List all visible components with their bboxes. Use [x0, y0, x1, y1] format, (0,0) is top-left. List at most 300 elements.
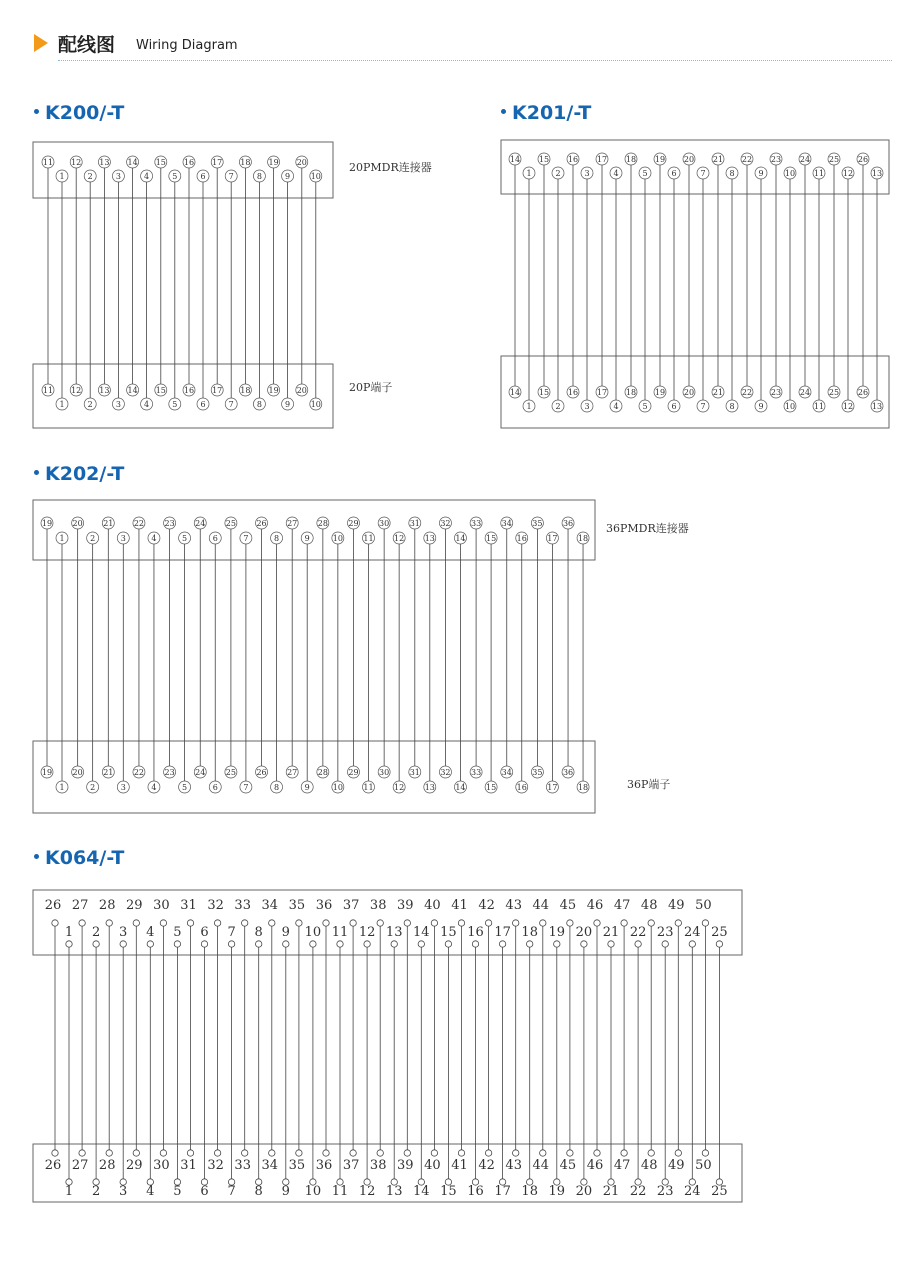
pin-number: 38 — [369, 898, 387, 913]
pin-circle — [214, 1150, 220, 1156]
pin-number: 9 — [281, 1184, 290, 1199]
pin-number: 29 — [348, 519, 359, 528]
pin-number: 17 — [596, 155, 608, 164]
pin-number: 7 — [227, 925, 236, 940]
pin-number: 20 — [72, 519, 83, 528]
pin-number: 7 — [228, 172, 234, 181]
pin-number: 1 — [59, 172, 65, 181]
pin-circle — [404, 1150, 410, 1156]
pin-number: 48 — [640, 1158, 658, 1173]
pin-circle — [594, 920, 600, 926]
pin-number: 21 — [602, 925, 620, 940]
pin-number: 21 — [712, 155, 724, 164]
pin-number: 8 — [274, 534, 280, 543]
pin-number: 29 — [126, 898, 143, 913]
pin-circle — [689, 941, 695, 947]
pin-number: 32 — [440, 768, 451, 777]
pin-circle — [621, 920, 627, 926]
pin-number: 13 — [424, 783, 435, 792]
pin-number: 10 — [310, 400, 321, 409]
pin-number: 20 — [683, 155, 695, 164]
pin-circle — [391, 941, 397, 947]
pin-number: 47 — [613, 1158, 631, 1173]
pin-number: 8 — [254, 1184, 263, 1199]
pin-number: 25 — [828, 388, 840, 397]
pin-number: 20 — [296, 158, 307, 167]
pin-number: 23 — [656, 1184, 674, 1199]
pin-number: 20 — [575, 1184, 593, 1199]
pin-number: 15 — [486, 783, 497, 792]
pin-number: 10 — [310, 172, 321, 181]
pin-circle — [174, 941, 180, 947]
pin-circle — [499, 941, 505, 947]
pin-circle — [635, 941, 641, 947]
pin-number: 39 — [397, 898, 414, 913]
pin-number: 7 — [700, 169, 706, 178]
pin-number: 29 — [126, 1158, 143, 1173]
pin-circle — [201, 941, 207, 947]
pin-circle — [350, 920, 356, 926]
pin-number: 15 — [538, 388, 550, 397]
pin-number: 42 — [478, 898, 495, 913]
connector-box-top — [33, 500, 595, 560]
pin-number: 36 — [315, 1158, 333, 1173]
pin-number: 14 — [509, 388, 521, 397]
pin-number: 27 — [287, 519, 298, 528]
pin-circle — [567, 920, 573, 926]
terminal-label: 20P端子 — [349, 381, 393, 394]
pin-number: 3 — [584, 169, 590, 178]
pin-number: 26 — [44, 898, 62, 913]
pin-circle — [147, 941, 153, 947]
pin-number: 18 — [577, 534, 589, 543]
pin-number: 36 — [562, 519, 574, 528]
pin-number: 21 — [103, 768, 114, 777]
pin-circle — [513, 920, 519, 926]
pin-number: 14 — [413, 925, 430, 940]
pin-number: 3 — [120, 783, 126, 792]
pin-number: 12 — [842, 169, 854, 178]
pin-number: 17 — [494, 925, 511, 940]
pin-circle — [242, 920, 248, 926]
pin-number: 9 — [758, 169, 764, 178]
pin-number: 4 — [146, 1184, 155, 1199]
pin-number: 40 — [424, 898, 441, 913]
pin-number: 23 — [656, 925, 674, 940]
pin-number: 28 — [98, 1158, 116, 1173]
pin-number: 13 — [385, 1184, 403, 1199]
pin-circle — [310, 941, 316, 947]
pin-number: 2 — [555, 402, 561, 411]
pin-number: 31 — [409, 768, 420, 777]
pin-number: 28 — [317, 519, 328, 528]
pin-number: 9 — [304, 534, 310, 543]
pin-number: 35 — [288, 1158, 306, 1173]
pin-number: 3 — [115, 172, 121, 181]
pin-number: 23 — [770, 388, 782, 397]
pin-number: 38 — [369, 1158, 387, 1173]
pin-circle — [716, 941, 722, 947]
pin-number: 7 — [243, 783, 249, 792]
section-title-text: K200/-T — [45, 102, 125, 124]
pin-number: 13 — [871, 402, 883, 411]
pin-circle — [106, 920, 112, 926]
pin-number: 19 — [268, 158, 279, 167]
pin-number: 16 — [183, 158, 195, 167]
pin-number: 6 — [200, 1184, 209, 1199]
pin-number: 7 — [227, 1184, 236, 1199]
pin-number: 4 — [613, 402, 619, 411]
pin-number: 8 — [256, 400, 262, 409]
pin-number: 4 — [144, 400, 150, 409]
pin-number: 46 — [586, 1158, 604, 1173]
pin-number: 10 — [304, 1184, 322, 1199]
pin-number: 16 — [516, 783, 527, 792]
pin-number: 25 — [225, 519, 236, 528]
pin-number: 22 — [133, 768, 145, 777]
pin-number: 27 — [71, 1158, 89, 1173]
pin-number: 16 — [567, 155, 579, 164]
pin-circle — [337, 941, 343, 947]
pin-number: 15 — [440, 1184, 457, 1199]
pin-number: 20 — [72, 768, 83, 777]
pin-number: 35 — [532, 768, 543, 777]
pin-number: 43 — [505, 898, 522, 913]
pin-circle — [187, 1150, 193, 1156]
pin-number: 19 — [548, 1184, 566, 1199]
section-title-text: K064/-T — [45, 847, 125, 869]
pin-number: 4 — [144, 172, 150, 181]
pin-number: 26 — [256, 768, 267, 777]
pin-number: 8 — [256, 172, 262, 181]
pin-number: 45 — [559, 1158, 577, 1173]
pin-number: 11 — [363, 783, 374, 792]
diagram-k200 — [33, 142, 432, 428]
pin-number: 8 — [254, 925, 263, 940]
pin-number: 2 — [91, 925, 101, 940]
pin-number: 22 — [741, 388, 753, 397]
pin-number: 32 — [207, 898, 224, 913]
pin-circle — [458, 1150, 464, 1156]
pin-number: 46 — [586, 898, 604, 913]
pin-number: 22 — [741, 155, 753, 164]
pin-number: 14 — [509, 155, 521, 164]
pin-number: 3 — [584, 402, 590, 411]
pin-number: 5 — [642, 402, 648, 411]
pin-circle — [472, 941, 478, 947]
pin-circle — [283, 941, 289, 947]
pin-number: 5 — [642, 169, 648, 178]
diagram-k202 — [33, 500, 689, 813]
pin-number: 24 — [799, 388, 811, 397]
pin-number: 17 — [596, 388, 608, 397]
pin-circle — [296, 1150, 302, 1156]
pin-number: 34 — [261, 898, 279, 913]
pin-number: 19 — [268, 386, 279, 395]
pin-number: 5 — [173, 1184, 182, 1199]
terminal-box-bottom — [33, 741, 595, 813]
pin-number: 6 — [200, 400, 206, 409]
pin-circle — [485, 1150, 491, 1156]
pin-number: 50 — [695, 1158, 712, 1173]
pin-number: 31 — [409, 519, 420, 528]
pin-number: 12 — [358, 1184, 376, 1199]
pin-number: 3 — [115, 400, 121, 409]
pin-circle — [120, 941, 126, 947]
pin-number: 5 — [172, 400, 178, 409]
pin-circle — [269, 920, 275, 926]
pin-number: 26 — [857, 155, 869, 164]
pin-number: 4 — [146, 925, 155, 940]
pin-number: 19 — [41, 768, 53, 777]
pin-circle — [404, 920, 410, 926]
page-title: 配线图 — [58, 34, 116, 56]
pin-number: 24 — [684, 1184, 701, 1199]
pin-number: 13 — [99, 386, 110, 395]
pin-circle — [377, 920, 383, 926]
pin-number: 43 — [505, 1158, 522, 1173]
pin-number: 44 — [532, 1158, 550, 1173]
pin-number: 35 — [532, 519, 543, 528]
pin-number: 1 — [526, 169, 532, 178]
pin-number: 32 — [207, 1158, 224, 1173]
pin-circle — [594, 1150, 600, 1156]
pin-number: 18 — [521, 925, 538, 940]
pin-number: 39 — [397, 1158, 414, 1173]
pin-circle — [608, 941, 614, 947]
pin-number: 9 — [758, 402, 764, 411]
pin-number: 21 — [602, 1184, 620, 1199]
pin-number: 18 — [240, 386, 251, 395]
pin-number: 20 — [575, 925, 593, 940]
pin-number: 5 — [182, 783, 188, 792]
pin-circle — [160, 1150, 166, 1156]
pin-number: 23 — [164, 768, 175, 777]
pin-number: 4 — [151, 534, 157, 543]
pin-circle — [431, 1150, 437, 1156]
pin-circle — [567, 1150, 573, 1156]
pin-number: 2 — [87, 172, 93, 181]
diagram-k201 — [501, 140, 889, 428]
terminal-label: 36P端子 — [627, 778, 671, 791]
pin-number: 4 — [613, 169, 619, 178]
pin-number: 34 — [261, 1158, 279, 1173]
pin-circle — [648, 920, 654, 926]
pin-number: 19 — [654, 155, 666, 164]
pin-number: 14 — [127, 158, 138, 167]
pin-number: 41 — [451, 1158, 468, 1173]
pin-number: 14 — [127, 386, 138, 395]
pin-circle — [66, 941, 72, 947]
pin-number: 30 — [379, 768, 390, 777]
pin-circle — [256, 941, 262, 947]
pin-number: 10 — [332, 534, 343, 543]
pin-number: 9 — [285, 172, 291, 181]
pin-number: 1 — [64, 1184, 74, 1199]
pin-circle — [662, 941, 668, 947]
pin-number: 17 — [547, 783, 558, 792]
pin-number: 9 — [304, 783, 310, 792]
pin-circle — [702, 920, 708, 926]
pin-number: 45 — [559, 898, 577, 913]
pin-number: 3 — [119, 1184, 128, 1199]
pin-number: 31 — [180, 1158, 197, 1173]
pin-circle — [540, 920, 546, 926]
pin-number: 7 — [243, 534, 249, 543]
pin-number: 19 — [41, 519, 53, 528]
pin-number: 5 — [173, 925, 182, 940]
pin-number: 34 — [501, 768, 512, 777]
pin-number: 13 — [99, 158, 110, 167]
pin-number: 20 — [683, 388, 695, 397]
pin-circle — [133, 920, 139, 926]
pin-number: 2 — [91, 1184, 101, 1199]
pin-number: 1 — [526, 402, 532, 411]
pin-number: 16 — [467, 925, 484, 940]
pin-number: 12 — [358, 925, 376, 940]
pin-number: 7 — [700, 402, 706, 411]
pin-circle — [702, 1150, 708, 1156]
pin-number: 2 — [90, 534, 96, 543]
pin-number: 16 — [516, 534, 527, 543]
pin-number: 24 — [195, 519, 206, 528]
pin-number: 13 — [424, 534, 435, 543]
pin-circle — [93, 941, 99, 947]
pin-number: 31 — [180, 898, 197, 913]
pin-circle — [296, 920, 302, 926]
pin-circle — [228, 941, 234, 947]
pin-number: 2 — [87, 400, 93, 409]
pin-number: 33 — [234, 1158, 251, 1173]
pin-number: 26 — [44, 1158, 62, 1173]
pin-number: 50 — [695, 898, 712, 913]
pin-number: 20 — [296, 386, 307, 395]
pin-number: 44 — [532, 898, 550, 913]
pin-number: 34 — [501, 519, 512, 528]
pin-number: 5 — [172, 172, 178, 181]
pin-circle — [269, 1150, 275, 1156]
pin-number: 19 — [548, 925, 566, 940]
pin-number: 14 — [413, 1184, 430, 1199]
pin-circle — [648, 1150, 654, 1156]
pin-number: 5 — [182, 534, 188, 543]
pin-circle — [513, 1150, 519, 1156]
pin-number: 1 — [64, 925, 74, 940]
pin-circle — [364, 941, 370, 947]
pin-circle — [214, 920, 220, 926]
pin-number: 15 — [440, 925, 457, 940]
pin-circle — [377, 1150, 383, 1156]
pin-circle — [160, 920, 166, 926]
pin-number: 17 — [212, 158, 223, 167]
pin-number: 6 — [212, 783, 218, 792]
pin-circle — [52, 920, 58, 926]
pin-number: 15 — [538, 155, 550, 164]
pin-number: 11 — [331, 925, 349, 940]
pin-circle — [79, 920, 85, 926]
pin-number: 23 — [770, 155, 782, 164]
pin-number: 11 — [42, 386, 54, 395]
pin-number: 26 — [857, 388, 869, 397]
pin-number: 47 — [613, 898, 631, 913]
pin-circle — [621, 1150, 627, 1156]
pin-number: 6 — [671, 402, 677, 411]
pin-circle — [133, 1150, 139, 1156]
pin-circle — [458, 920, 464, 926]
pin-circle — [323, 920, 329, 926]
pin-circle — [675, 920, 681, 926]
pin-number: 18 — [625, 388, 637, 397]
pin-number: 17 — [494, 1184, 511, 1199]
pin-number: 1 — [59, 783, 65, 792]
pin-number: 32 — [440, 519, 451, 528]
connector-label: 36PMDR连接器 — [606, 522, 689, 535]
pin-number: 1 — [59, 400, 65, 409]
pin-number: 14 — [455, 534, 466, 543]
pin-number: 21 — [103, 519, 114, 528]
pin-number: 35 — [288, 898, 306, 913]
pin-number: 24 — [799, 155, 811, 164]
pin-number: 10 — [304, 925, 322, 940]
pin-circle — [106, 1150, 112, 1156]
pin-number: 3 — [119, 925, 128, 940]
pin-circle — [581, 941, 587, 947]
pin-number: 18 — [577, 783, 589, 792]
pin-circle — [527, 941, 533, 947]
pin-number: 25 — [225, 768, 236, 777]
pin-number: 37 — [342, 898, 360, 913]
connector-label: 20PMDR连接器 — [349, 161, 432, 174]
pin-number: 8 — [729, 169, 735, 178]
pin-number: 17 — [212, 386, 223, 395]
pin-number: 18 — [625, 155, 637, 164]
pin-number: 16 — [467, 1184, 484, 1199]
pin-number: 8 — [729, 402, 735, 411]
pin-circle — [323, 1150, 329, 1156]
pin-circle — [540, 1150, 546, 1156]
pin-number: 16 — [183, 386, 195, 395]
pin-number: 25 — [711, 1184, 728, 1199]
pin-number: 36 — [562, 768, 574, 777]
pin-number: 28 — [98, 898, 116, 913]
pin-number: 9 — [285, 400, 291, 409]
pin-number: 30 — [379, 519, 390, 528]
pin-number: 11 — [813, 169, 825, 178]
diagram-k064 — [33, 890, 742, 1202]
pin-circle — [554, 941, 560, 947]
pin-number: 22 — [133, 519, 145, 528]
pin-number: 33 — [471, 519, 482, 528]
pin-number: 24 — [684, 925, 701, 940]
pin-number: 26 — [256, 519, 267, 528]
pin-number: 12 — [71, 386, 82, 395]
pin-number: 11 — [331, 1184, 349, 1199]
section-title-text: K201/-T — [512, 102, 592, 124]
pin-number: 33 — [234, 898, 251, 913]
pin-number: 2 — [90, 783, 96, 792]
pin-number: 27 — [287, 768, 298, 777]
page-subtitle: Wiring Diagram — [136, 38, 238, 53]
pin-number: 12 — [394, 534, 405, 543]
pin-number: 23 — [164, 519, 175, 528]
pin-number: 12 — [71, 158, 82, 167]
pin-number: 25 — [828, 155, 840, 164]
pin-number: 10 — [784, 402, 796, 411]
pin-circle — [485, 920, 491, 926]
pin-number: 2 — [555, 169, 561, 178]
pin-circle — [79, 1150, 85, 1156]
pin-number: 7 — [228, 400, 234, 409]
